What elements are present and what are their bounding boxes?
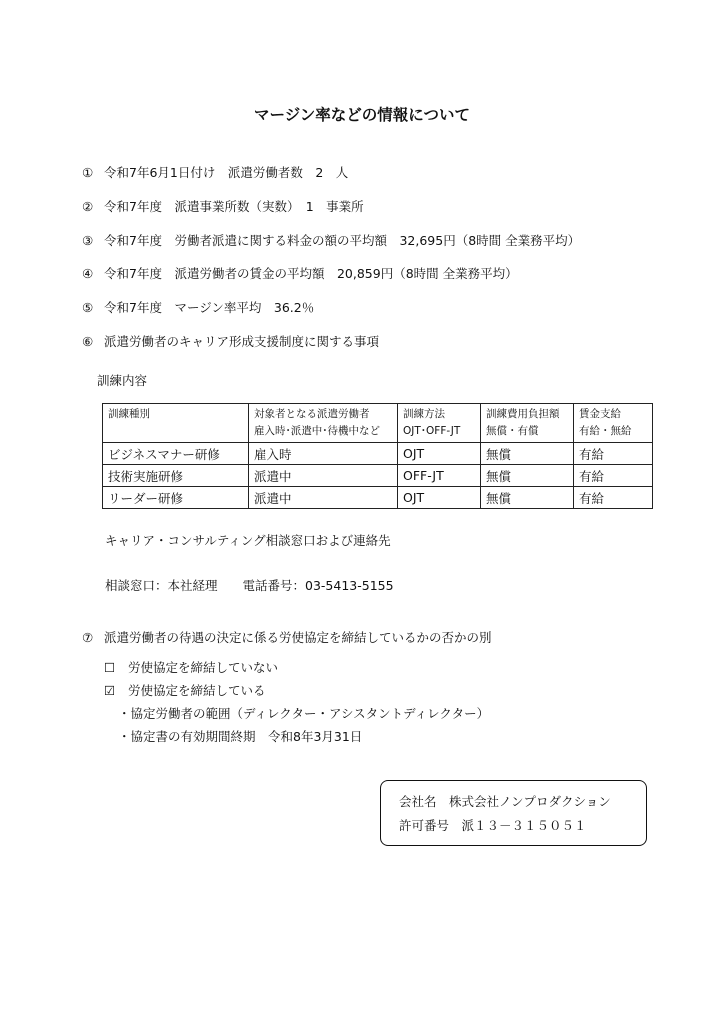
training-label: 訓練内容 [97, 373, 148, 388]
table-cell: 有給 [574, 465, 653, 487]
item-3 [82, 231, 580, 251]
table-cell: 無償 [481, 465, 574, 487]
company-box [380, 780, 647, 846]
license-number: 許可番号 派１３－３１５０５１ [399, 818, 587, 833]
detail-validity: ・協定書の有効期間終期 令和8年3月31日 [118, 729, 363, 744]
table-cell: ビジネスマナー研修 [103, 443, 249, 465]
item-text: 令和7年6月1日付け 派遣労働者数 2 人 [104, 165, 349, 180]
company-name: 会社名 株式会社ノンプロダクション [399, 794, 611, 809]
table-row [103, 443, 653, 465]
item-text: 派遣労働者の待遇の決定に係る労使協定を締結しているかの否かの別 [104, 630, 492, 645]
table-cell: OFF-JT [398, 465, 481, 487]
header-cell: 訓練費用負担額 無償・有償 [481, 404, 574, 443]
table-cell: OJT [398, 443, 481, 465]
table-row [103, 487, 653, 509]
item-number: ⑤ [82, 300, 94, 315]
option-label: 労使協定を締結している [128, 683, 266, 698]
header-cell: 訓練方法 OJT･OFF-JT [398, 404, 481, 443]
header-cell: 訓練種別 [103, 404, 249, 443]
table-cell: 無償 [481, 487, 574, 509]
item-text: 令和7年度 派遣労働者の賃金の平均額 20,859円（8時間 全業務平均） [104, 266, 518, 281]
table-cell: 雇入時 [249, 443, 398, 465]
item-text: 派遣労働者のキャリア形成支援制度に関する事項 [104, 334, 380, 349]
table-header-row [103, 404, 653, 443]
item-5 [82, 298, 314, 318]
table-row [103, 465, 653, 487]
table-cell: 無償 [481, 443, 574, 465]
item-number: ④ [82, 266, 94, 281]
item-number: ② [82, 199, 94, 214]
option-not-concluded [104, 658, 278, 676]
table-cell: 派遣中 [249, 487, 398, 509]
option-concluded [104, 681, 266, 699]
detail-scope: ・協定労働者の範囲（ディレクター・アシスタントディレクター） [118, 706, 490, 721]
item-number: ⑥ [82, 334, 94, 349]
table-cell: 派遣中 [249, 465, 398, 487]
table-cell: 技術実施研修 [103, 465, 249, 487]
item-text: 令和7年度 労働者派遣に関する料金の額の平均額 32,695円（8時間 全業務平均） [104, 233, 581, 248]
consulting-heading: キャリア・コンサルティング相談窓口および連絡先 [105, 533, 391, 548]
item-7 [82, 628, 492, 648]
item-1 [82, 163, 348, 183]
table-cell: 有給 [574, 487, 653, 509]
unchecked-box-icon: ☐ [104, 660, 116, 675]
table-cell: 有給 [574, 443, 653, 465]
page-title: マージン率などの情報について [254, 106, 470, 124]
training-table [102, 403, 653, 509]
header-cell: 対象者となる派遣労働者 雇入時･派遣中･待機中など [249, 404, 398, 443]
item-number: ⑦ [82, 630, 94, 645]
item-number: ③ [82, 233, 94, 248]
checked-box-icon: ☑ [104, 683, 116, 698]
item-2 [82, 197, 364, 217]
header-cell: 賃金支給 有給・無給 [574, 404, 653, 443]
item-4 [82, 264, 518, 284]
item-6 [82, 332, 379, 352]
consulting-contact: 相談窓口：本社経理 電話番号：03-5413-5155 [105, 578, 394, 593]
table-cell: リーダー研修 [103, 487, 249, 509]
item-text: 令和7年度 派遣事業所数（実数） 1 事業所 [104, 199, 364, 214]
table-cell: OJT [398, 487, 481, 509]
item-text: 令和7年度 マージン率平均 36.2％ [104, 300, 315, 315]
option-label: 労使協定を締結していない [128, 660, 279, 675]
item-number: ① [82, 165, 94, 180]
